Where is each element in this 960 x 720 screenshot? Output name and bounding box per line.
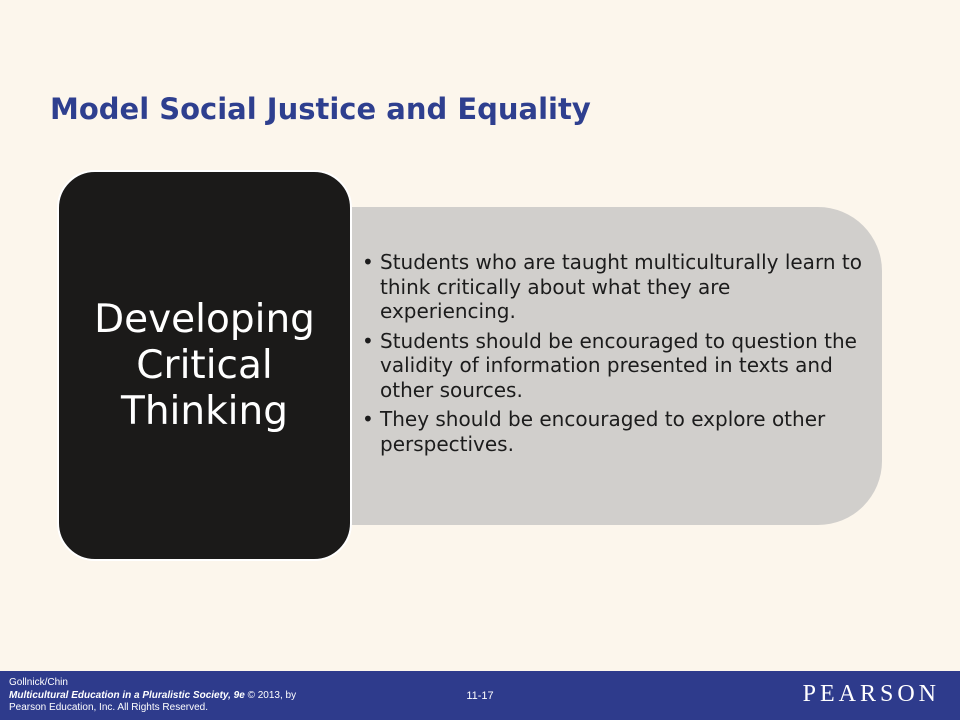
bullet-item: • Students should be encouraged to question the validity of information presented in texts and other sources. (360, 329, 870, 403)
publisher-logo: PEARSON (802, 681, 940, 707)
bullet-list (360, 250, 870, 461)
footer-authors: Gollnick/Chin (9, 677, 68, 688)
footer-book-title: Multicultural Education in a Pluralistic Society, 9e (9, 689, 245, 701)
footer-copyright: © 2013, by (244, 689, 297, 701)
page-number: 11-17 (466, 690, 494, 702)
heading-box (57, 170, 352, 561)
footer-bar (0, 671, 960, 720)
bullet-item: • They should be encouraged to explore other perspectives. (360, 407, 870, 456)
bullet-item: • Students who are taught multiculturally learn to think critically about what they are experiencing. (360, 250, 870, 324)
slide-title: Model Social Justice and Equality (50, 92, 591, 126)
footer-rights: Pearson Education, Inc. All Rights Reserved. (9, 702, 208, 713)
heading-text: Developing Critical Thinking (94, 296, 315, 434)
